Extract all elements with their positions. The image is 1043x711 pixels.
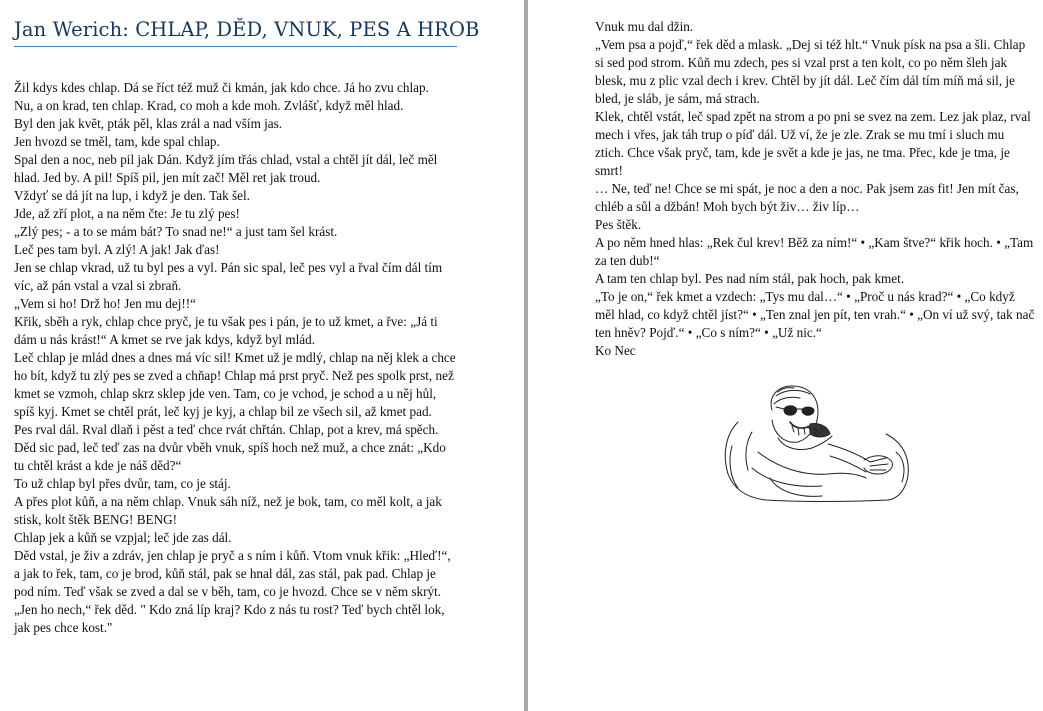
paragraph: „Vem si ho! Drž ho! Jen mu dej!!“ bbox=[14, 296, 197, 311]
paragraph: Jen se chlap vkrad, už tu byl pes a vyl. Pán sic spal, leč pes vyl a řval čím dál tím víc, až pán vstal a vzal si zbraň. bbox=[14, 260, 443, 293]
paragraph: Pes štěk. bbox=[595, 217, 642, 232]
left-column-text bbox=[14, 79, 456, 637]
right-column-text bbox=[595, 18, 1035, 360]
paragraph: „Zlý pes; - a to se mám bát? To snad ne!“ a just tam šel krást. bbox=[14, 224, 338, 239]
paragraph: Leč chlap je mlád dnes a dnes má víc sil! Kmet už je mdlý, chlap na něj klek a chce ho bít, když tu zlý pes se zved a chňap! Chlap má prst pryč. Než pes spolk prst, než kmet se vzmoh, chlap skrz sklep jde ven. Tam, co je vchod, je schod a u něj hůl, spíš kyj. Kmet se chtěl prát, leč kyj je kyj, a chlap bil ze všech sil, až kmet pad. bbox=[14, 350, 456, 419]
author-portrait-sketch bbox=[718, 382, 914, 504]
paragraph: Děd vstal, je živ a zdráv, jen chlap je pryč a s ním i kůň. Vtom vnuk křik: „Hleď!“, bbox=[14, 548, 451, 563]
signature: Ko Nec bbox=[595, 343, 636, 358]
paragraph: Jen hvozd se tměl, tam, kde spal chlap. bbox=[14, 134, 220, 149]
paragraph: Nu, a on krad, ten chlap. Krad, co moh a kde moh. Zvlášť, když měl hlad. bbox=[14, 98, 404, 113]
paragraph: A tam ten chlap byl. Pes nad ním stál, pak hoch, pak kmet. bbox=[595, 271, 905, 286]
paragraph: Vnuk mu dal džin. bbox=[595, 19, 694, 34]
paragraph: „Jen ho nech,“ řek děd. " Kdo zná líp kraj? Kdo z nás tu rost? Teď bych chtěl lok, jak pes chce kost." bbox=[14, 602, 445, 635]
paragraph: a jak to řek, tam, co je brod, kůň stál, pak se hnal dál, zas stál, pak pad. Chlap je pod ním. Teď však se zved a dal se v běh, tam, co je hvozd. Chce se v něm skrýt. bbox=[14, 566, 442, 599]
paragraph: „To je on,“ řek kmet a vzdech: „Tys mu dal…“ • „Proč u nás krad?“ • „Co když měl hlad, co když chtěl jíst?“ • „Ten znal jen pít, ten vrah.“ • „On ví už svý, tak nač ten hněv? Pojď.“ • „Co s ním?“ • „Už nic.“ bbox=[595, 289, 1035, 340]
paragraph: A přes plot kůň, a na něm chlap. Vnuk sáh níž, než je bok, tam, co měl kolt, a jak stisk, kolt štěk BENG! BENG! bbox=[14, 494, 442, 527]
paragraph: Chlap jek a kůň se vzpjal; leč jde zas dál. bbox=[14, 530, 232, 545]
paragraph: Spal den a noc, neb pil jak Dán. Když jím třás chlad, vstal a chtěl jít dál, leč měl hlad. Jed by. A pil! Spíš pil, jen mít zač! Měl ret jak troud. bbox=[14, 152, 438, 185]
paragraph: Žil kdys kdes chlap. Dá se říct též muž či kmán, jak kdo chce. Já ho zvu chlap. bbox=[14, 80, 429, 95]
paragraph: Křik, sběh a ryk, chlap chce pryč, je tu však pes i pán, je to už kmet, a řve: „Já ti dám u nás krást!“ A kmet se rve jak kdys, když byl mlád. bbox=[14, 314, 438, 347]
paragraph: Jde, až zří plot, a na něm čte: Je tu zlý pes! bbox=[14, 206, 240, 221]
paragraph: Pes rval dál. Rval dlaň i pěst a teď chce rvát chřtán. Chlap, pot a krev, má spěch. Děd sic pad, leč teď zas na dvůr vběh vnuk, spíš hoch než muž, a chce znát: „Kdo tu chtěl krást a kde je náš děd?“ bbox=[14, 422, 446, 473]
paragraph: Vždyť se dá jít na lup, i když je den. Tak šel. bbox=[14, 188, 250, 203]
paragraph: A po něm hned hlas: „Rek čul krev! Běž za ním!“ • „Kam štve?“ křik hoch. • „Tam za ten dub!“ bbox=[595, 235, 1034, 268]
paragraph: Leč pes tam byl. A zlý! A jak! Jak ďas! bbox=[14, 242, 220, 257]
document-title: Jan Werich: CHLAP, DĚD, VNUK, PES A HROB bbox=[14, 18, 457, 47]
paragraph: Klek, chtěl vstát, leč spad zpět na strom a po pni se svez na zem. Lez jak plaz, rval mech i vřes, jak táh trup o píď dál. Už ví, že je zle. Zrak se mu tmí i sluch mu ztich. Chce však pryč, tam, kde je svět a kde je jas, ne tma. Přec, kde je tma, je smrt! bbox=[595, 109, 1031, 178]
paragraph: … Ne, teď ne! Chce se mi spát, je noc a den a noc. Pak jsem zas fit! Jen mít čas, chléb a sůl a džbán! Moh bych být živ… živ líp… bbox=[595, 181, 1019, 214]
paragraph: „Vem psa a pojď,“ řek děd a mlask. „Dej si též hlt.“ Vnuk písk na psa a šli. Chlap si sed pod strom. Kůň mu zdech, pes si vzal prst a ten kolt, co po něm šleh jak blesk, mu z plic vzal dech i krev. Chtěl by jít dál. Leč čím dál tím míň má sil, je bled, je sláb, je sám, má strach. bbox=[595, 37, 1026, 106]
paragraph: Byl den jak květ, pták pěl, klas zrál a nad vším jas. bbox=[14, 116, 283, 131]
paragraph: To už chlap byl přes dvůr, tam, co je stáj. bbox=[14, 476, 231, 491]
